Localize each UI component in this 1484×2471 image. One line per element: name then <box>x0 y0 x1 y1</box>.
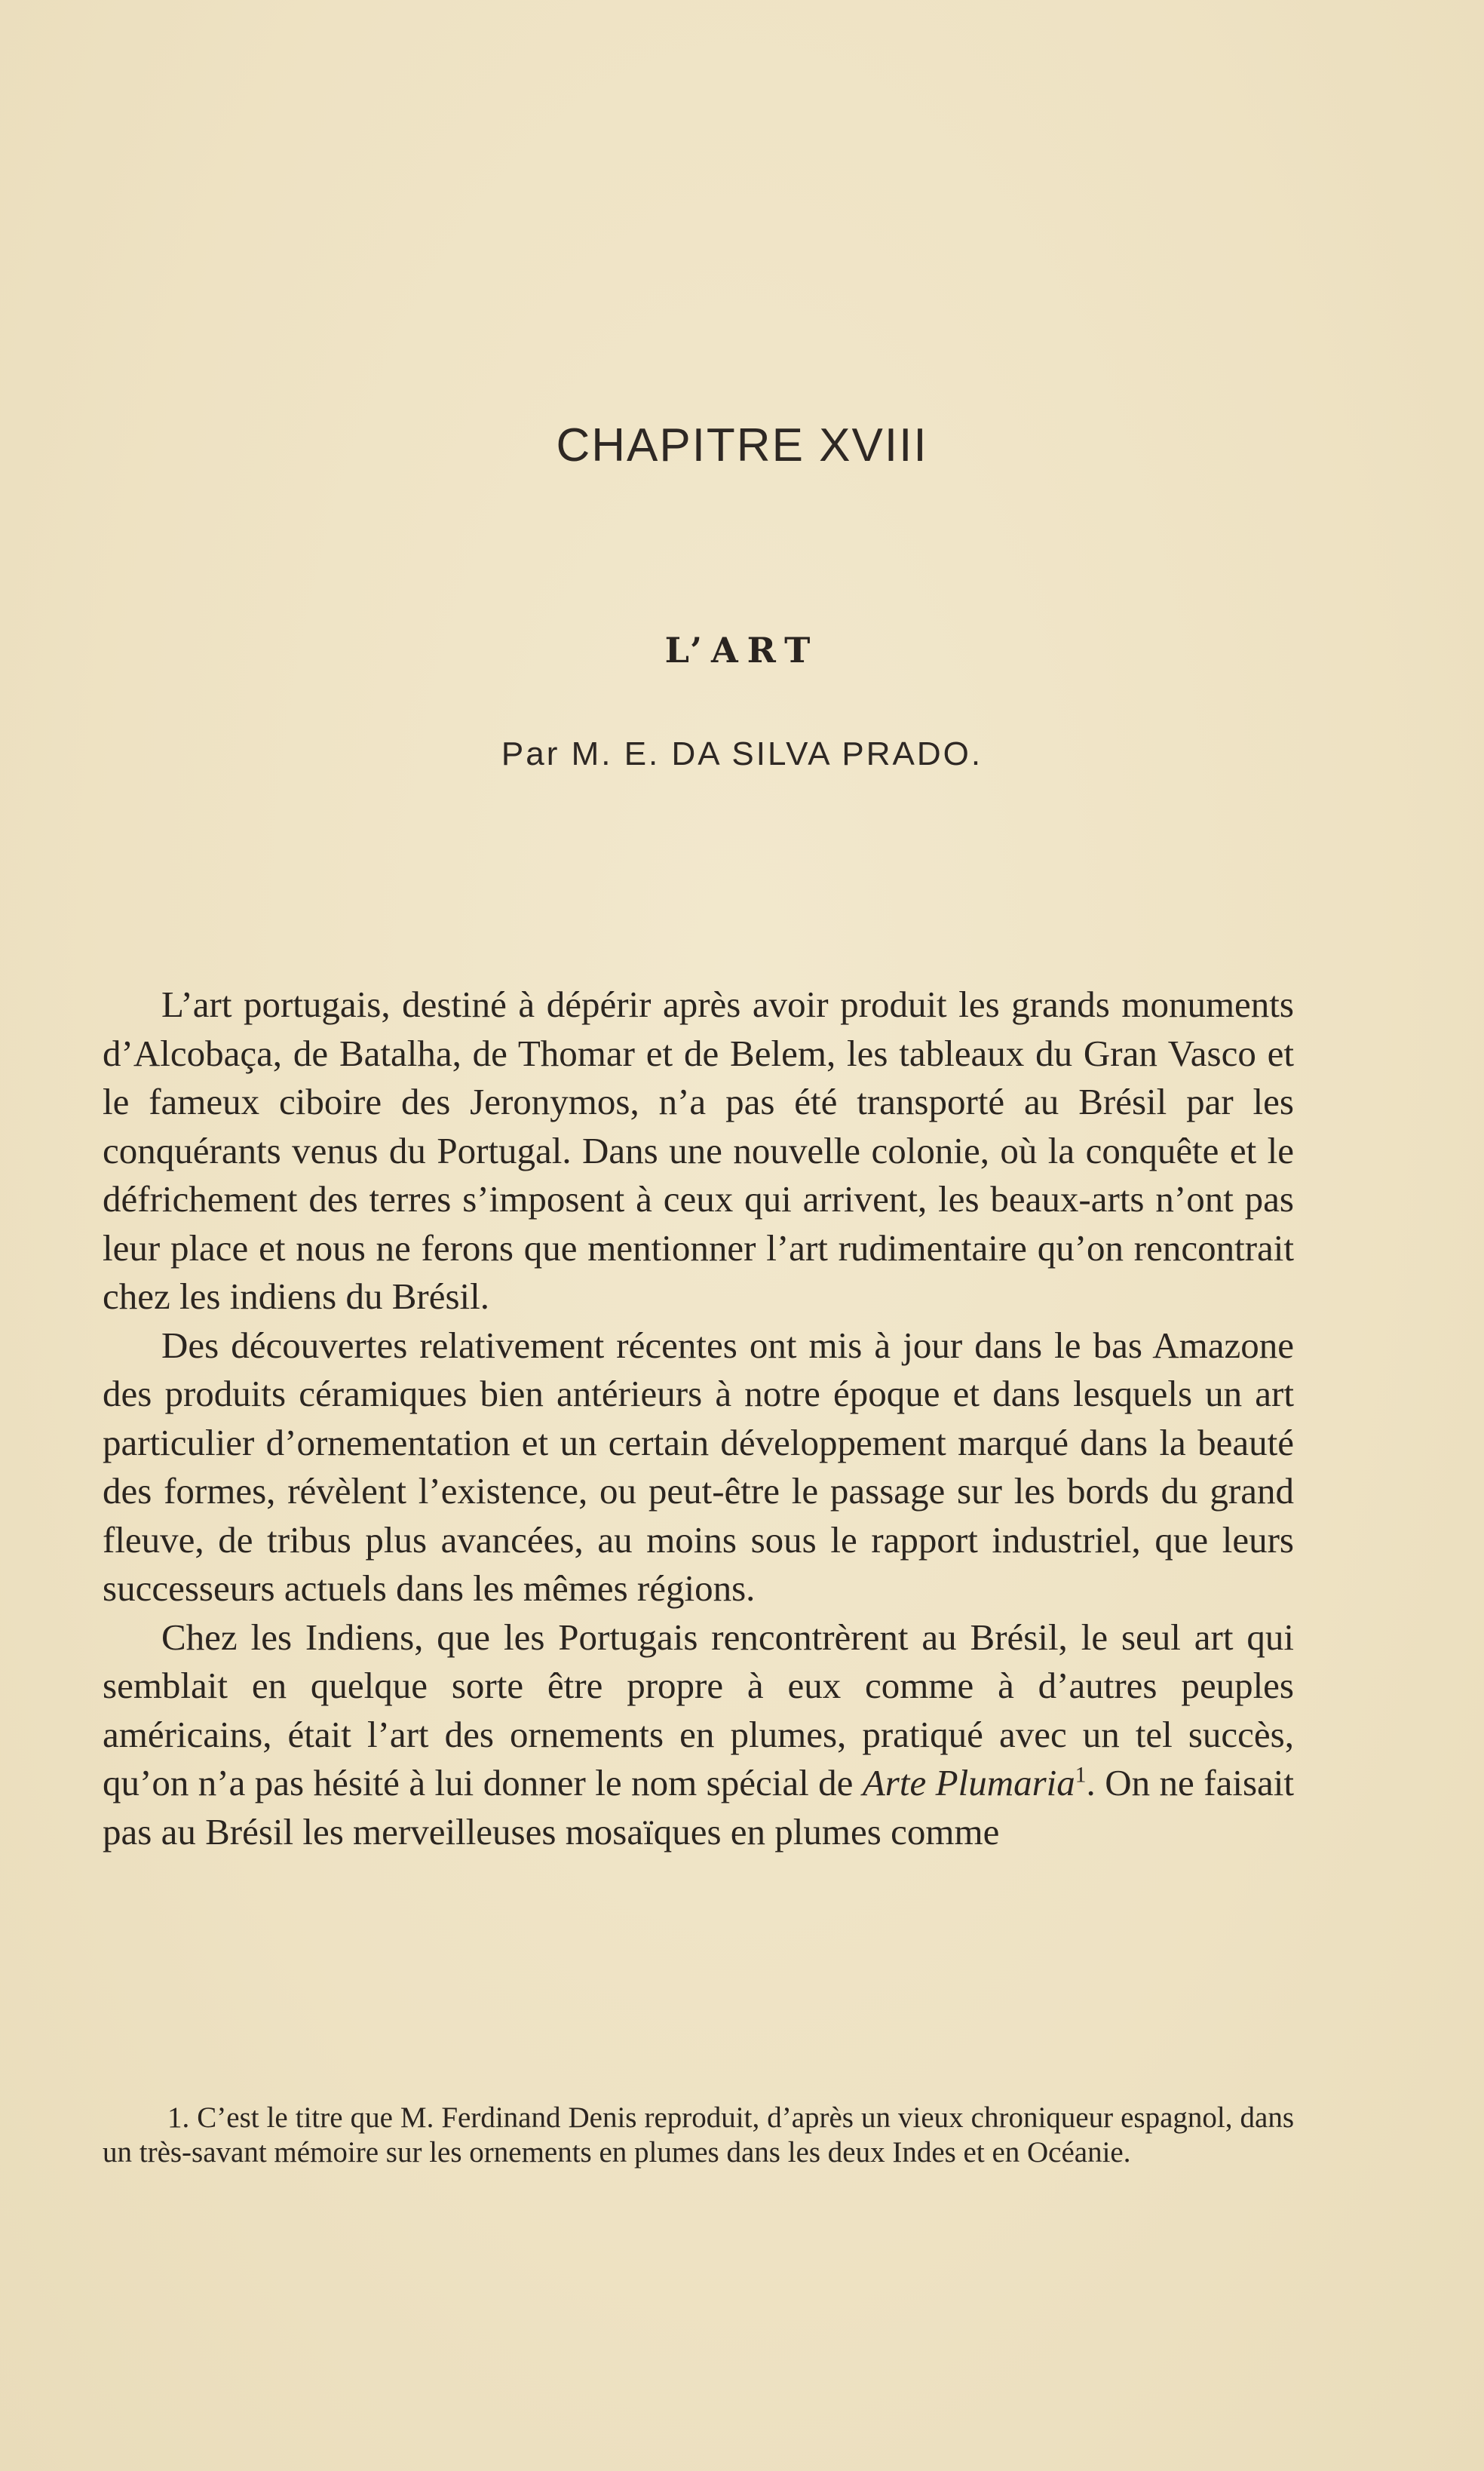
body-text <box>103 981 1294 1856</box>
footnotes <box>103 2101 1294 2170</box>
paragraph-1: L’art portugais, destiné à dépérir après avoir produit les grands monuments d’Alcobaça, de Batalha, de Thomar et de Belem, les tableaux du Gran Vasco et le fameux ciboire des Jeronymos, n’a pas été transporté au Brésil par les conquérants venus du Portugal. Dans une nouvelle colonie, où la conquête et le défrichement des terres s’imposent à ceux qui arrivent, les beaux-arts n’ont pas leur place et nous ne ferons que mentionner l’art rudimentaire qu’on rencontrait chez les indiens du Brésil. <box>103 984 1294 1317</box>
section-title: L’ART <box>664 630 820 671</box>
paragraph-3-text-before: Chez les Indiens, que les Portugais rencontrèrent au Brésil, le seul art qui semblait en quelque sorte être propre à eux comme à d’autres peuples américains, était l’art des ornements en plumes, pratiqué avec un tel succès, qu’on n’a pas hésité à lui donner le nom spécial de <box>103 1616 1294 1803</box>
chapter-title: CHAPITRE XVIII <box>556 419 928 471</box>
paragraph-3 <box>103 1613 1294 1857</box>
footnote-1: 1. C’est le titre que M. Ferdinand Denis reproduit, d’après un vieux chroniqueur espagnol, dans un très-savant mémoire sur les ornements en plumes dans les deux Indes et en Océanie. <box>103 2101 1294 2169</box>
footnote-reference: 1 <box>1075 1763 1087 1788</box>
paragraph-2: Des découvertes relativement récentes ont mis à jour dans le bas Amazone des produits céramiques bien antérieurs à notre époque et dans lesquels un art particulier d’ornementation et un certain développement marqué dans la beauté des formes, révèlent l’existence, ou peut-être le passage sur les bords du grand fleuve, de tribus plus avancées, au moins sous le rapport industriel, que leurs successeurs actuels dans les mêmes régions. <box>103 1324 1294 1609</box>
emphasis-arte-plumaria: Arte Plumaria <box>862 1762 1075 1803</box>
author-byline: Par M. E. DA SILVA PRADO. <box>501 735 983 772</box>
paragraph-3-text-after: . On ne faisait pas au Brésil les merveilleuses mosaïques en plumes comme <box>103 1762 1294 1852</box>
